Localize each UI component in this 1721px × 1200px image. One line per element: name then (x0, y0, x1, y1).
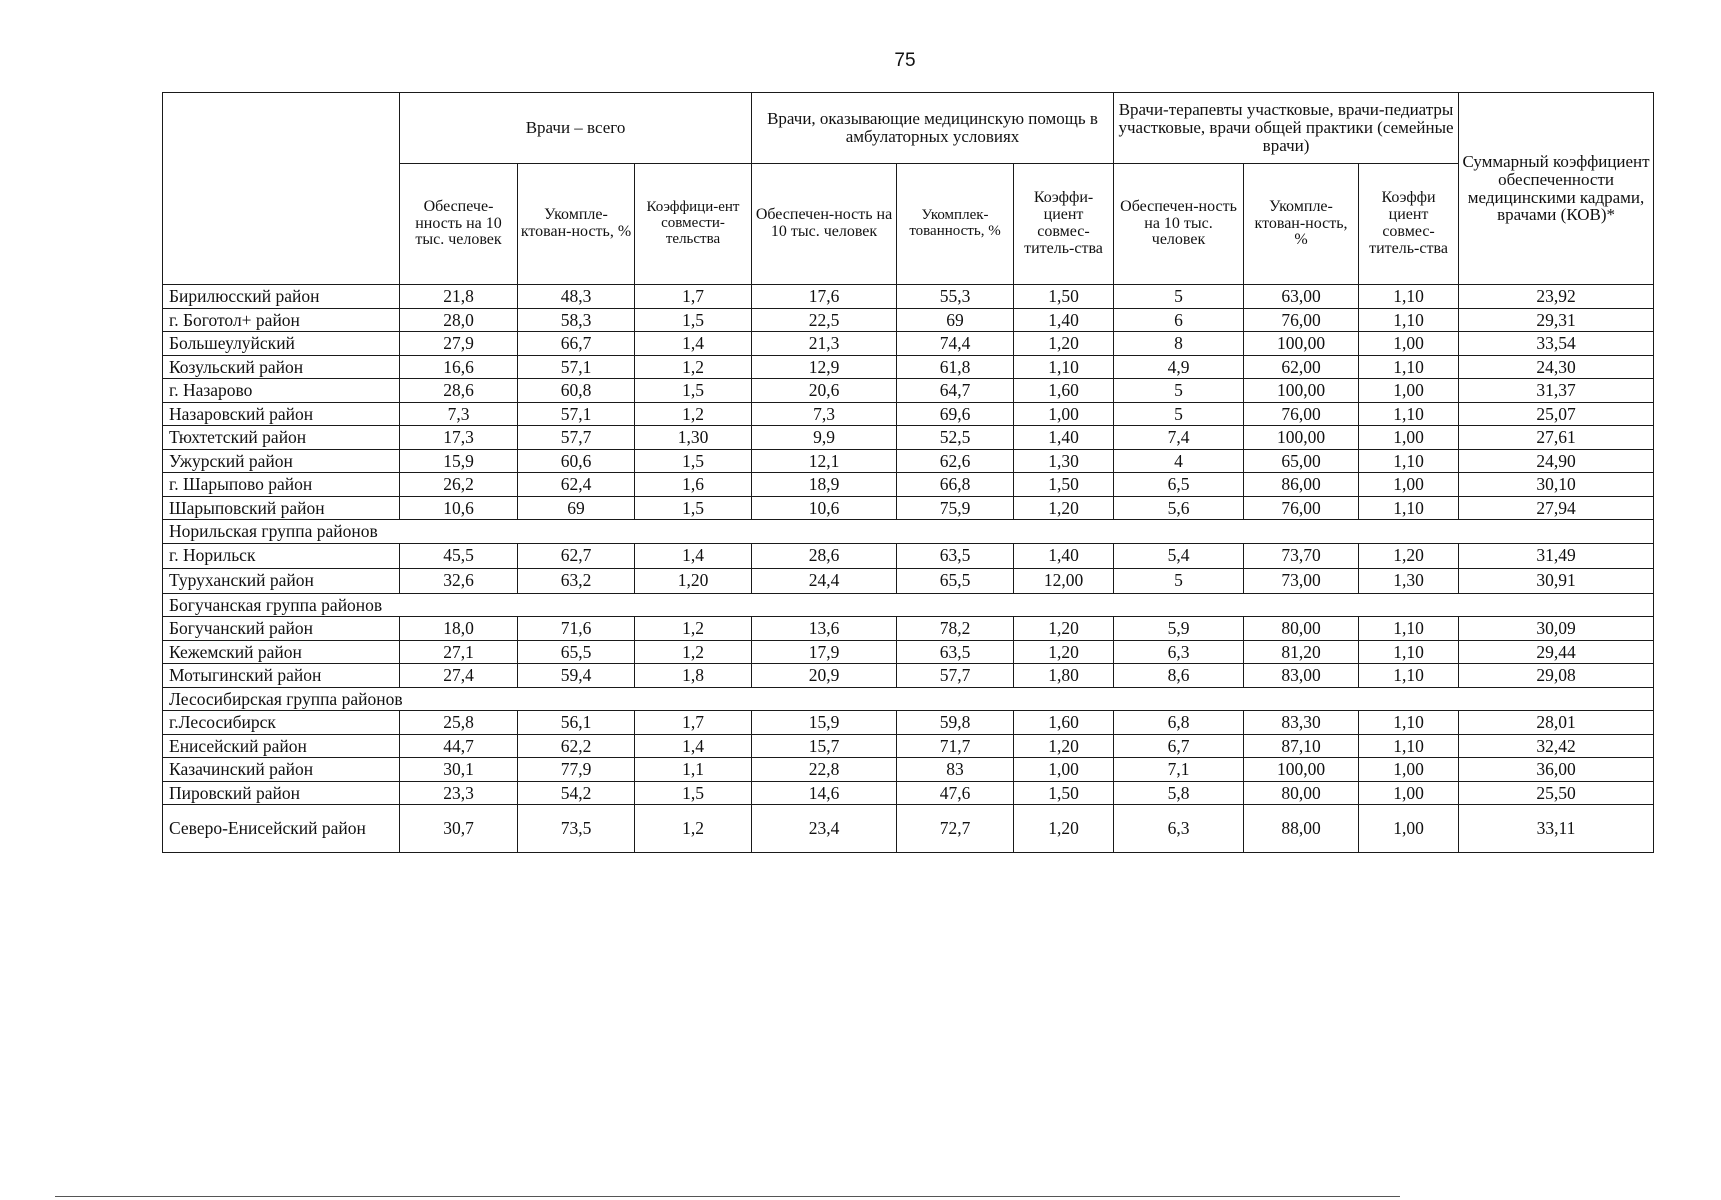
value-cell: 22,5 (752, 308, 897, 332)
value-cell: 69,6 (897, 402, 1014, 426)
value-cell: 1,7 (635, 285, 752, 309)
value-cell: 1,50 (1014, 473, 1114, 497)
table-row (163, 426, 1654, 450)
value-cell: 1,10 (1359, 711, 1459, 735)
value-cell: 23,4 (752, 805, 897, 853)
value-cell: 76,00 (1244, 402, 1359, 426)
value-cell: 7,3 (752, 402, 897, 426)
district-name: г. Норильск (163, 543, 400, 568)
district-name: Казачинский район (163, 758, 400, 782)
value-cell: 6,3 (1114, 805, 1244, 853)
district-name: Ужурский район (163, 449, 400, 473)
district-name: Туруханский район (163, 568, 400, 593)
value-cell: 8,6 (1114, 664, 1244, 688)
value-cell: 28,0 (400, 308, 518, 332)
table-row (163, 449, 1654, 473)
value-cell: 29,31 (1459, 308, 1654, 332)
value-cell: 8 (1114, 332, 1244, 356)
value-cell: 83,00 (1244, 664, 1359, 688)
value-cell: 12,1 (752, 449, 897, 473)
value-cell: 6,5 (1114, 473, 1244, 497)
value-cell: 100,00 (1244, 426, 1359, 450)
table-header (163, 93, 1654, 285)
value-cell: 1,20 (1014, 734, 1114, 758)
table-row (163, 640, 1654, 664)
value-cell: 1,00 (1359, 426, 1459, 450)
value-cell: 63,5 (897, 543, 1014, 568)
value-cell: 76,00 (1244, 308, 1359, 332)
group-title: Богучанская группа районов (163, 593, 1654, 617)
table-row (163, 355, 1654, 379)
table-row (163, 402, 1654, 426)
value-cell: 15,9 (752, 711, 897, 735)
value-cell: 6,7 (1114, 734, 1244, 758)
value-cell: 5,4 (1114, 543, 1244, 568)
group-row (163, 687, 1654, 711)
value-cell: 5 (1114, 379, 1244, 403)
value-cell: 56,1 (518, 711, 635, 735)
value-cell: 1,5 (635, 496, 752, 520)
value-cell: 72,7 (897, 805, 1014, 853)
subheader-coefficient: Коэффици-ент совмести-тельства (635, 164, 752, 285)
subheader-provision: Обеспече-нность на 10 тыс. человек (400, 164, 518, 285)
value-cell: 31,49 (1459, 543, 1654, 568)
value-cell: 7,3 (400, 402, 518, 426)
value-cell: 57,7 (897, 664, 1014, 688)
table-row (163, 543, 1654, 568)
header-total-coefficient: Суммарный коэффициент обеспеченности медицинскими кадрами, врачами (КОВ)* (1459, 93, 1654, 285)
district-name: Бирилюсский район (163, 285, 400, 309)
header-group-district-therapists: Врачи-терапевты участковые, врачи-педиатры участковые, врачи общей практики (семейные врачи) (1114, 93, 1459, 164)
value-cell: 64,7 (897, 379, 1014, 403)
district-name: Тюхтетский район (163, 426, 400, 450)
value-cell: 1,4 (635, 332, 752, 356)
value-cell: 69 (518, 496, 635, 520)
value-cell: 12,9 (752, 355, 897, 379)
value-cell: 24,90 (1459, 449, 1654, 473)
value-cell: 27,1 (400, 640, 518, 664)
value-cell: 1,50 (1014, 781, 1114, 805)
table-row (163, 617, 1654, 641)
value-cell: 29,44 (1459, 640, 1654, 664)
value-cell: 57,7 (518, 426, 635, 450)
value-cell: 1,20 (1014, 496, 1114, 520)
value-cell: 74,4 (897, 332, 1014, 356)
value-cell: 27,9 (400, 332, 518, 356)
value-cell: 1,5 (635, 449, 752, 473)
district-name: Шарыповский район (163, 496, 400, 520)
value-cell: 1,8 (635, 664, 752, 688)
district-name: Северо-Енисейский район (163, 805, 400, 853)
value-cell: 20,9 (752, 664, 897, 688)
subheader-provision: Обеспечен-ность на 10 тыс. человек (1114, 164, 1244, 285)
value-cell: 1,1 (635, 758, 752, 782)
value-cell: 20,6 (752, 379, 897, 403)
value-cell: 27,94 (1459, 496, 1654, 520)
subheader-staffing: Укомпле-ктован-ность, % (518, 164, 635, 285)
value-cell: 29,08 (1459, 664, 1654, 688)
value-cell: 18,9 (752, 473, 897, 497)
subheader-coefficient: Коэффи циент совмес-титель-ства (1359, 164, 1459, 285)
value-cell: 77,9 (518, 758, 635, 782)
value-cell: 30,7 (400, 805, 518, 853)
value-cell: 57,1 (518, 355, 635, 379)
value-cell: 4,9 (1114, 355, 1244, 379)
value-cell: 14,6 (752, 781, 897, 805)
value-cell: 1,10 (1359, 496, 1459, 520)
value-cell: 22,8 (752, 758, 897, 782)
district-name: Енисейский район (163, 734, 400, 758)
value-cell: 54,2 (518, 781, 635, 805)
value-cell: 80,00 (1244, 617, 1359, 641)
value-cell: 63,2 (518, 568, 635, 593)
value-cell: 83 (897, 758, 1014, 782)
table-row (163, 805, 1654, 853)
value-cell: 4 (1114, 449, 1244, 473)
value-cell: 1,00 (1014, 402, 1114, 426)
table-row (163, 781, 1654, 805)
value-cell: 6,3 (1114, 640, 1244, 664)
value-cell: 30,09 (1459, 617, 1654, 641)
value-cell: 100,00 (1244, 379, 1359, 403)
value-cell: 1,00 (1014, 758, 1114, 782)
district-name: г. Шарыпово район (163, 473, 400, 497)
value-cell: 1,10 (1359, 617, 1459, 641)
value-cell: 62,2 (518, 734, 635, 758)
value-cell: 33,11 (1459, 805, 1654, 853)
value-cell: 65,5 (897, 568, 1014, 593)
value-cell: 88,00 (1244, 805, 1359, 853)
value-cell: 44,7 (400, 734, 518, 758)
value-cell: 15,9 (400, 449, 518, 473)
value-cell: 5 (1114, 285, 1244, 309)
value-cell: 24,4 (752, 568, 897, 593)
value-cell: 36,00 (1459, 758, 1654, 782)
value-cell: 1,7 (635, 711, 752, 735)
value-cell: 52,5 (897, 426, 1014, 450)
subheader-staffing: Укомплек-тованность, % (897, 164, 1014, 285)
value-cell: 69 (897, 308, 1014, 332)
value-cell: 83,30 (1244, 711, 1359, 735)
table-body (163, 285, 1654, 853)
group-title: Норильская группа районов (163, 520, 1654, 544)
table-row (163, 734, 1654, 758)
value-cell: 1,00 (1359, 781, 1459, 805)
value-cell: 1,20 (1359, 543, 1459, 568)
value-cell: 7,4 (1114, 426, 1244, 450)
district-name: Козульский район (163, 355, 400, 379)
value-cell: 25,50 (1459, 781, 1654, 805)
value-cell: 78,2 (897, 617, 1014, 641)
value-cell: 5 (1114, 568, 1244, 593)
value-cell: 1,10 (1359, 402, 1459, 426)
value-cell: 5,8 (1114, 781, 1244, 805)
value-cell: 1,20 (1014, 805, 1114, 853)
value-cell: 1,40 (1014, 426, 1114, 450)
page-number: 75 (894, 50, 916, 71)
value-cell: 15,7 (752, 734, 897, 758)
value-cell: 1,10 (1359, 734, 1459, 758)
value-cell: 1,20 (1014, 617, 1114, 641)
value-cell: 23,92 (1459, 285, 1654, 309)
value-cell: 17,6 (752, 285, 897, 309)
value-cell: 87,10 (1244, 734, 1359, 758)
value-cell: 1,20 (635, 568, 752, 593)
header-group-all-doctors: Врачи – всего (400, 93, 752, 164)
value-cell: 30,1 (400, 758, 518, 782)
value-cell: 1,50 (1014, 285, 1114, 309)
value-cell: 25,8 (400, 711, 518, 735)
value-cell: 33,54 (1459, 332, 1654, 356)
value-cell: 5,9 (1114, 617, 1244, 641)
value-cell: 65,5 (518, 640, 635, 664)
table-row (163, 473, 1654, 497)
value-cell: 57,1 (518, 402, 635, 426)
district-header (163, 93, 400, 285)
value-cell: 6,8 (1114, 711, 1244, 735)
district-name: г. Назарово (163, 379, 400, 403)
value-cell: 75,9 (897, 496, 1014, 520)
value-cell: 1,00 (1359, 758, 1459, 782)
value-cell: 1,20 (1014, 640, 1114, 664)
value-cell: 61,8 (897, 355, 1014, 379)
value-cell: 31,37 (1459, 379, 1654, 403)
value-cell: 48,3 (518, 285, 635, 309)
value-cell: 1,30 (635, 426, 752, 450)
value-cell: 17,9 (752, 640, 897, 664)
value-cell: 1,00 (1359, 805, 1459, 853)
value-cell: 1,4 (635, 734, 752, 758)
value-cell: 1,30 (1359, 568, 1459, 593)
district-name: г. Боготол+ район (163, 308, 400, 332)
value-cell: 1,00 (1359, 473, 1459, 497)
table-row (163, 568, 1654, 593)
district-name: Кежемский район (163, 640, 400, 664)
value-cell: 76,00 (1244, 496, 1359, 520)
value-cell: 63,00 (1244, 285, 1359, 309)
value-cell: 62,7 (518, 543, 635, 568)
table-row (163, 332, 1654, 356)
value-cell: 100,00 (1244, 758, 1359, 782)
value-cell: 1,10 (1359, 355, 1459, 379)
footer-divider (55, 1196, 1400, 1197)
value-cell: 59,4 (518, 664, 635, 688)
district-name: Большеулуйский (163, 332, 400, 356)
subheader-coefficient: Коэффи-циент совмес-титель-ства (1014, 164, 1114, 285)
value-cell: 1,2 (635, 402, 752, 426)
value-cell: 81,20 (1244, 640, 1359, 664)
value-cell: 59,8 (897, 711, 1014, 735)
value-cell: 1,6 (635, 473, 752, 497)
value-cell: 1,5 (635, 308, 752, 332)
value-cell: 1,60 (1014, 379, 1114, 403)
value-cell: 62,00 (1244, 355, 1359, 379)
value-cell: 1,10 (1359, 285, 1459, 309)
subheader-provision: Обеспечен-ность на 10 тыс. человек (752, 164, 897, 285)
value-cell: 47,6 (897, 781, 1014, 805)
value-cell: 27,4 (400, 664, 518, 688)
value-cell: 9,9 (752, 426, 897, 450)
value-cell: 28,01 (1459, 711, 1654, 735)
value-cell: 73,5 (518, 805, 635, 853)
value-cell: 16,6 (400, 355, 518, 379)
value-cell: 62,6 (897, 449, 1014, 473)
group-row (163, 520, 1654, 544)
value-cell: 5,6 (1114, 496, 1244, 520)
value-cell: 60,8 (518, 379, 635, 403)
value-cell: 5 (1114, 402, 1244, 426)
district-name: Мотыгинский район (163, 664, 400, 688)
value-cell: 1,10 (1359, 640, 1459, 664)
value-cell: 28,6 (400, 379, 518, 403)
table-row (163, 379, 1654, 403)
value-cell: 10,6 (400, 496, 518, 520)
value-cell: 1,30 (1014, 449, 1114, 473)
district-name: Назаровский район (163, 402, 400, 426)
group-row (163, 593, 1654, 617)
value-cell: 25,07 (1459, 402, 1654, 426)
value-cell: 1,4 (635, 543, 752, 568)
value-cell: 24,30 (1459, 355, 1654, 379)
value-cell: 1,5 (635, 379, 752, 403)
value-cell: 100,00 (1244, 332, 1359, 356)
value-cell: 1,10 (1359, 664, 1459, 688)
value-cell: 1,40 (1014, 308, 1114, 332)
district-name: г.Лесосибирск (163, 711, 400, 735)
value-cell: 1,2 (635, 640, 752, 664)
value-cell: 73,00 (1244, 568, 1359, 593)
value-cell: 32,42 (1459, 734, 1654, 758)
district-name: Пировский район (163, 781, 400, 805)
value-cell: 1,10 (1359, 449, 1459, 473)
value-cell: 12,00 (1014, 568, 1114, 593)
table-row (163, 758, 1654, 782)
value-cell: 1,20 (1014, 332, 1114, 356)
header-group-outpatient: Врачи, оказывающие медицинскую помощь в амбулаторных условиях (752, 93, 1114, 164)
value-cell: 73,70 (1244, 543, 1359, 568)
value-cell: 65,00 (1244, 449, 1359, 473)
value-cell: 21,8 (400, 285, 518, 309)
value-cell: 62,4 (518, 473, 635, 497)
value-cell: 21,3 (752, 332, 897, 356)
value-cell: 58,3 (518, 308, 635, 332)
value-cell: 45,5 (400, 543, 518, 568)
value-cell: 1,2 (635, 355, 752, 379)
value-cell: 66,8 (897, 473, 1014, 497)
value-cell: 1,2 (635, 805, 752, 853)
value-cell: 1,00 (1359, 379, 1459, 403)
value-cell: 66,7 (518, 332, 635, 356)
value-cell: 80,00 (1244, 781, 1359, 805)
value-cell: 1,2 (635, 617, 752, 641)
subheader-staffing: Укомпле-ктован-ность, % (1244, 164, 1359, 285)
value-cell: 26,2 (400, 473, 518, 497)
table-row (163, 711, 1654, 735)
value-cell: 27,61 (1459, 426, 1654, 450)
table-row (163, 285, 1654, 309)
value-cell: 18,0 (400, 617, 518, 641)
value-cell: 32,6 (400, 568, 518, 593)
value-cell: 63,5 (897, 640, 1014, 664)
table-row (163, 496, 1654, 520)
value-cell: 23,3 (400, 781, 518, 805)
value-cell: 1,10 (1359, 308, 1459, 332)
value-cell: 55,3 (897, 285, 1014, 309)
value-cell: 30,10 (1459, 473, 1654, 497)
value-cell: 1,80 (1014, 664, 1114, 688)
value-cell: 28,6 (752, 543, 897, 568)
value-cell: 1,40 (1014, 543, 1114, 568)
value-cell: 1,60 (1014, 711, 1114, 735)
value-cell: 60,6 (518, 449, 635, 473)
table-row (163, 308, 1654, 332)
value-cell: 71,6 (518, 617, 635, 641)
value-cell: 17,3 (400, 426, 518, 450)
value-cell: 1,5 (635, 781, 752, 805)
value-cell: 71,7 (897, 734, 1014, 758)
value-cell: 13,6 (752, 617, 897, 641)
value-cell: 1,00 (1359, 332, 1459, 356)
value-cell: 1,10 (1014, 355, 1114, 379)
value-cell: 6 (1114, 308, 1244, 332)
district-name: Богучанский район (163, 617, 400, 641)
group-title: Лесосибирская группа районов (163, 687, 1654, 711)
table-row (163, 664, 1654, 688)
value-cell: 7,1 (1114, 758, 1244, 782)
value-cell: 10,6 (752, 496, 897, 520)
staffing-table (162, 92, 1654, 853)
value-cell: 86,00 (1244, 473, 1359, 497)
value-cell: 30,91 (1459, 568, 1654, 593)
